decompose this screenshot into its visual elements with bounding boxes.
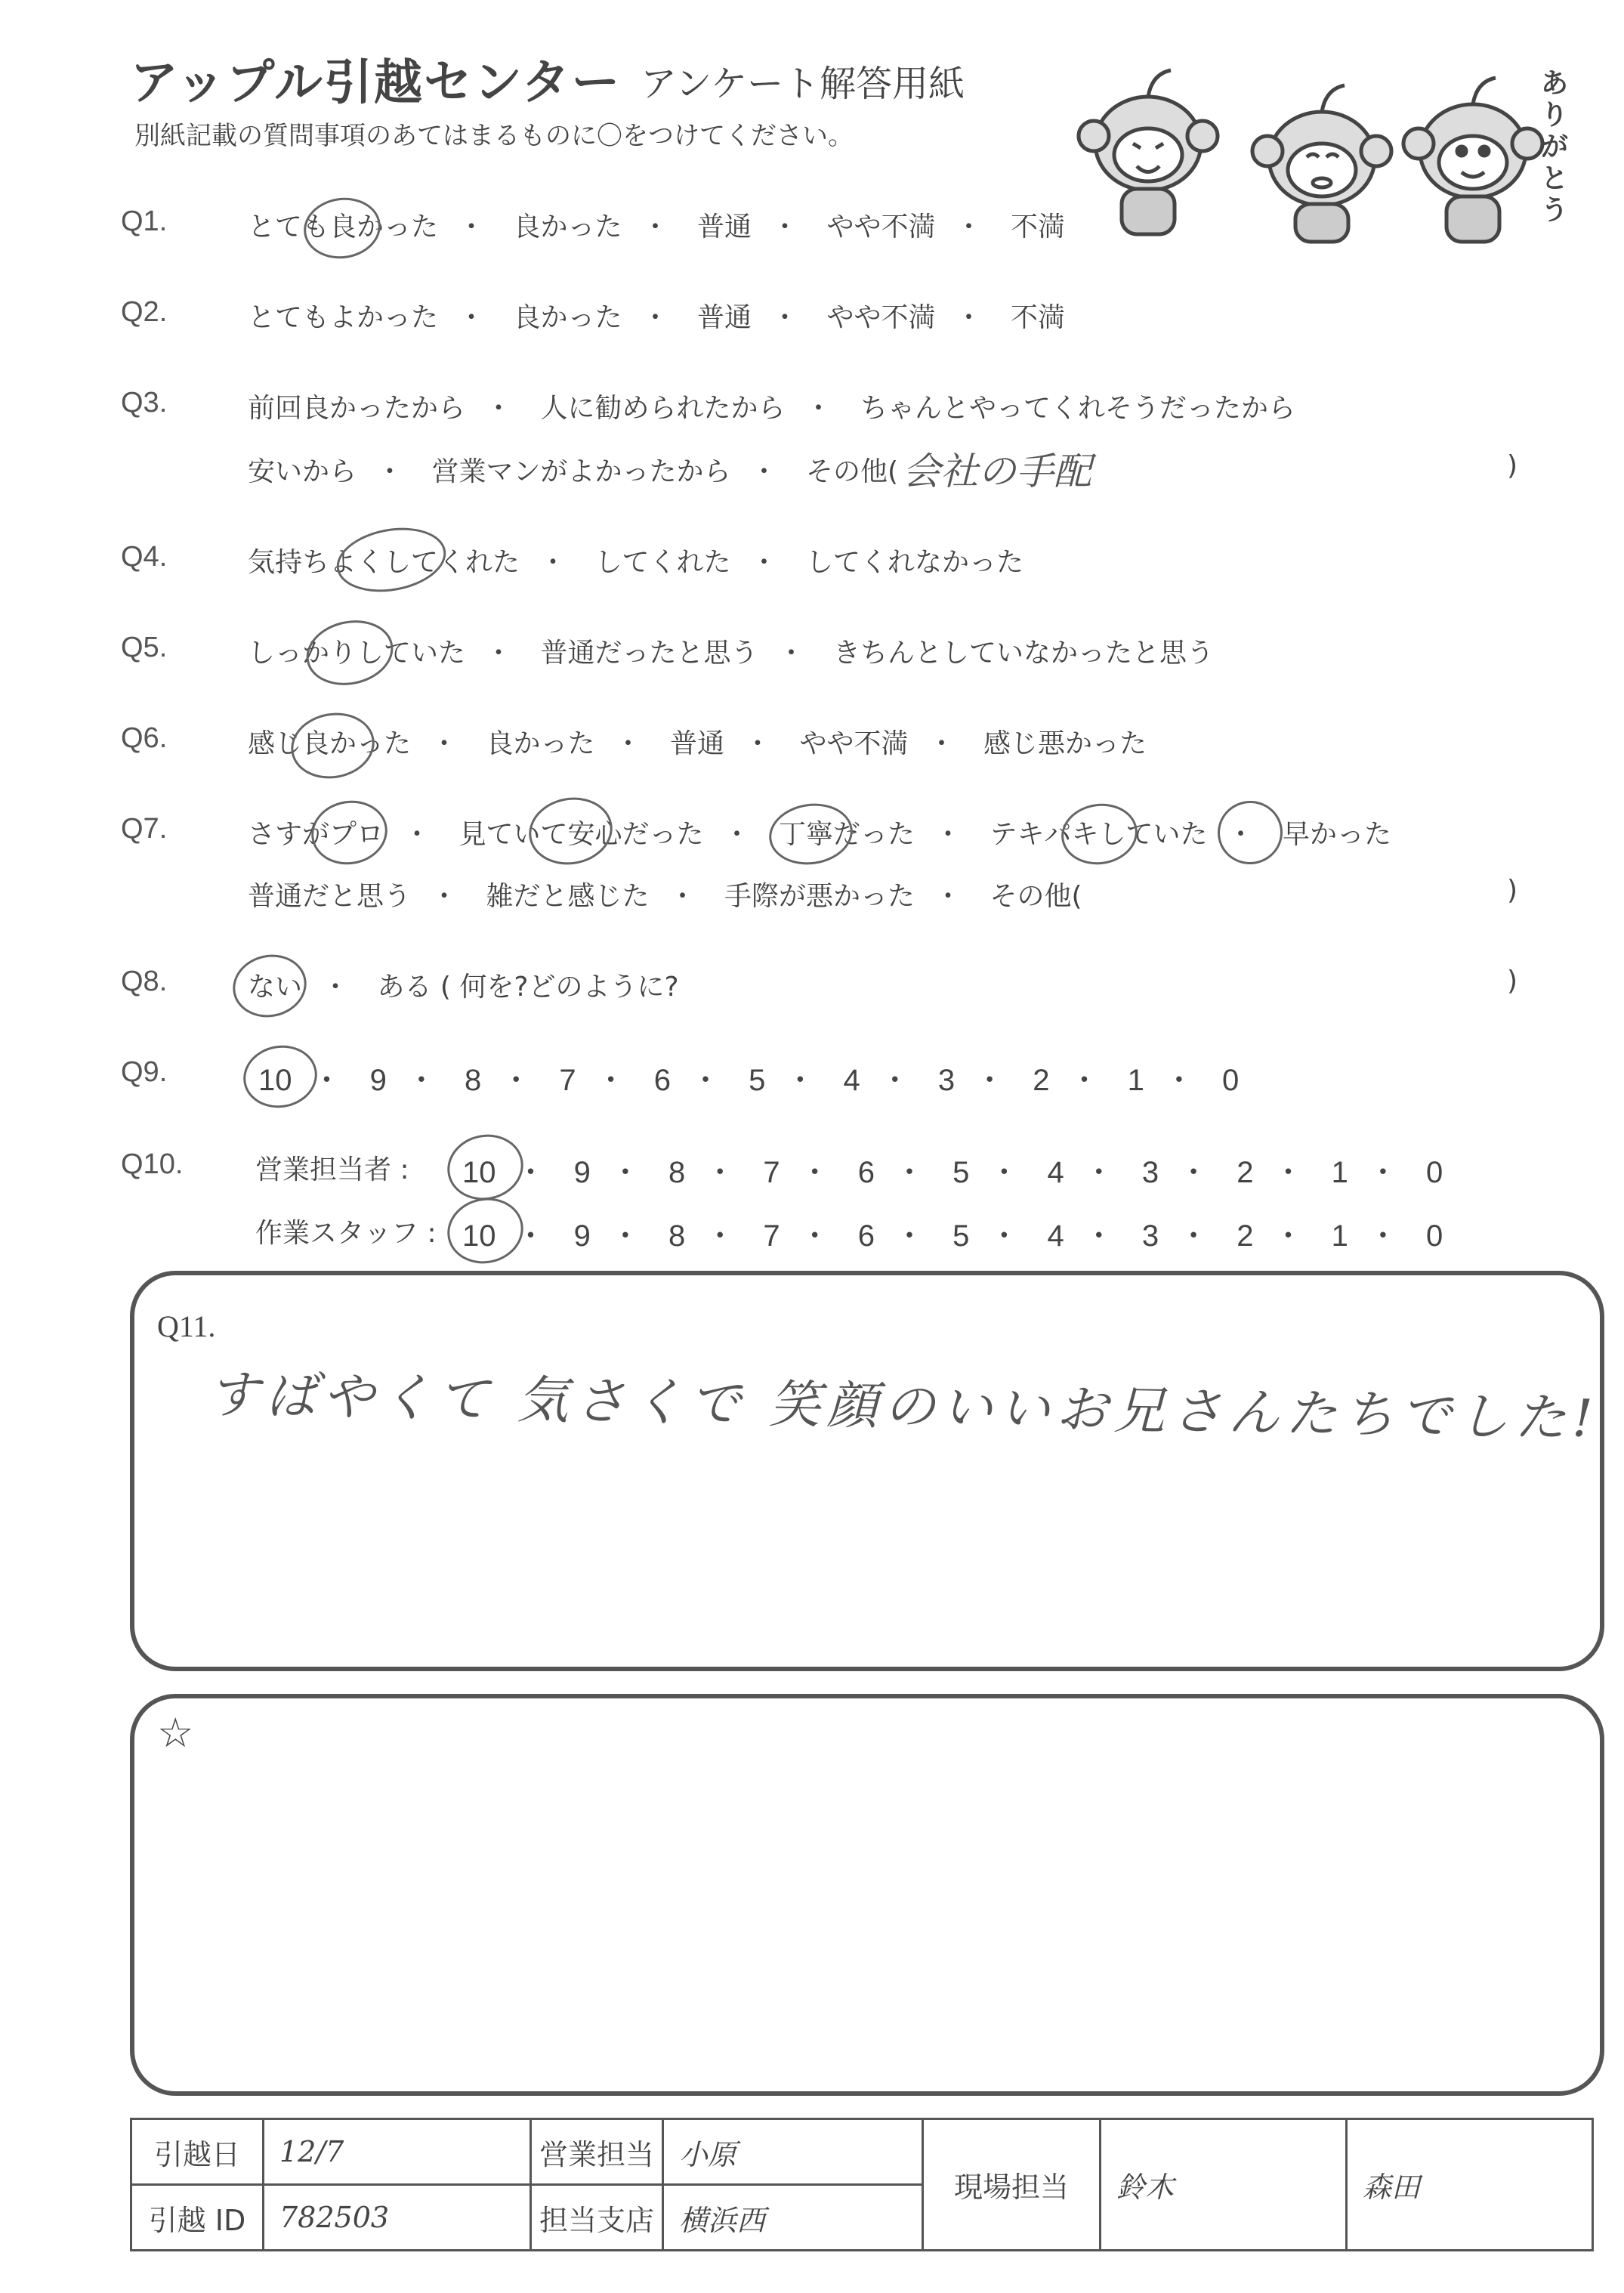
q7-answer-mark-1 (306, 795, 392, 870)
q5-options: しっかりしていた ・ 普通だったと思う ・ きちんとしていなかったと思う (248, 632, 1214, 670)
q5-option-3[interactable]: きちんとしていなかったと思う (832, 638, 1214, 669)
q3-label: Q3. (121, 387, 168, 419)
q10-staff-score-7[interactable]: 7 (763, 1219, 780, 1253)
q9-score-5[interactable]: 5 (749, 1064, 766, 1097)
q2-label: Q2. (121, 296, 168, 328)
q7-option-1[interactable]: さすがプロ (248, 819, 384, 850)
move-date-value[interactable]: 12/7 (264, 2119, 531, 2185)
q2-option-2[interactable]: 良かった (513, 302, 622, 333)
q7-option-3[interactable]: 丁寧だった (778, 819, 915, 850)
q9-score-8[interactable]: 8 (465, 1064, 482, 1097)
monkey-icon-1 (1079, 70, 1218, 234)
q6-option-5[interactable]: 感じ悪かった (983, 728, 1147, 759)
q7-answer-mark-2 (523, 791, 618, 871)
q9-score-0[interactable]: 0 (1222, 1064, 1240, 1097)
q2-option-3[interactable]: 普通 (696, 302, 752, 333)
q10-sales-score-7[interactable]: 7 (763, 1156, 780, 1189)
q6-option-2[interactable]: 良かった (486, 728, 595, 759)
q10-staff-score-0[interactable]: 0 (1426, 1219, 1443, 1253)
q10-staff-score-10[interactable]: 10 (462, 1219, 496, 1253)
q6-option-3[interactable]: 普通 (669, 728, 724, 759)
q7-answer-mark-3 (765, 799, 857, 870)
instruction-text: 別紙記載の質問事項のあてはまるものに〇をつけてください。 (134, 121, 854, 151)
q2-options: とてもよかった ・ 良かった ・ 普通 ・ やや不満 ・ 不満 (248, 296, 1065, 335)
q7-label: Q7. (121, 813, 168, 845)
q3-options-line1: 前回良かったから ・ 人に勧められたから ・ ちゃんとやってくれそうだったから (248, 387, 1295, 425)
q6-options: 感じ良かった ・ 良かった ・ 普通 ・ やや不満 ・ 感じ悪かった (248, 722, 1147, 761)
q7-options-line1: さすがプロ ・ 見ていて安心だった ・ 丁寧だった ・ テキパキしていた ・ 早かった (248, 813, 1391, 851)
q2-option-5[interactable]: 不満 (1010, 302, 1065, 333)
q10-staff-score-2[interactable]: 2 (1237, 1219, 1254, 1253)
branch-label: 担当支店 (531, 2185, 663, 2251)
q4-option-3[interactable]: してくれなかった (805, 547, 1023, 578)
q10-staff-score-5[interactable]: 5 (952, 1219, 970, 1253)
q11-comment-box[interactable] (130, 1271, 1604, 1671)
q8-close-paren: ) (1507, 966, 1518, 997)
q10-sales-score-3[interactable]: 3 (1141, 1156, 1159, 1189)
q4-options: 気持ちよくしてくれた ・ してくれた ・ してくれなかった (248, 541, 1023, 579)
q6-option-1[interactable]: 感じ良かった (248, 728, 412, 759)
q7-answer-mark-5 (1214, 796, 1287, 868)
q9-score-6[interactable]: 6 (653, 1064, 671, 1097)
q1-option-3[interactable]: 普通 (696, 212, 752, 243)
q4-answer-mark (332, 520, 451, 600)
q6-option-4[interactable]: やや不満 (799, 728, 909, 759)
mascot-illustration (1057, 53, 1586, 257)
q9-score-1[interactable]: 1 (1127, 1064, 1144, 1097)
q4-option-1[interactable]: 気持ちよくしてくれた (248, 547, 520, 578)
q7-close-paren: ) (1507, 875, 1518, 906)
q3-option-4[interactable]: 安いから (248, 456, 357, 487)
q6-label: Q6. (121, 722, 168, 754)
form-subtitle: アンケート解答用紙 (641, 63, 965, 105)
move-date-label: 引越日 (131, 2119, 264, 2185)
q1-option-5[interactable]: 不満 (1010, 212, 1065, 243)
q3-options-line2: 安いから ・ 営業マンがよかったから ・ その他( (248, 450, 898, 489)
q10-staff-score-8[interactable]: 8 (668, 1219, 686, 1253)
q3-close-paren: ) (1507, 450, 1518, 481)
q7-option-2[interactable]: 見ていて安心だった (458, 819, 704, 850)
q10-staff-score-1[interactable]: 1 (1331, 1219, 1348, 1253)
q10-sales-score-4[interactable]: 4 (1047, 1156, 1064, 1189)
q8-options: ない ・ ある ( 何を?どのように? (248, 966, 679, 1004)
sales-rep-value[interactable]: 小原 (663, 2119, 923, 2185)
site-staff-value-1[interactable]: 鈴木 (1101, 2119, 1347, 2251)
q3-option-1[interactable]: 前回良かったから (248, 393, 466, 424)
q8-answer-mark (227, 948, 313, 1024)
q4-option-2[interactable]: してくれた (594, 547, 731, 578)
q9-score-3[interactable]: 3 (937, 1064, 956, 1097)
q3-option-other[interactable]: その他( (805, 456, 899, 487)
q1-option-4[interactable]: やや不満 (826, 212, 936, 243)
q10-sales-label: 営業担当者 : (255, 1154, 409, 1185)
q10-sales-score-2[interactable]: 2 (1237, 1156, 1254, 1189)
q3-option-2[interactable]: 人に勧められたから (540, 393, 786, 424)
q10-sales-score-8[interactable]: 8 (668, 1156, 686, 1189)
star-comment-box[interactable] (130, 1694, 1604, 2096)
branch-value[interactable]: 横浜西 (663, 2185, 923, 2251)
brand-title: アップル引越センター (130, 55, 622, 111)
q5-answer-mark (301, 613, 400, 693)
q10-sales-score-9[interactable]: 9 (573, 1156, 591, 1189)
q10-staff-score-6[interactable]: 6 (857, 1219, 875, 1253)
q4-label: Q4. (121, 541, 168, 573)
q7-option-7[interactable]: 雑だと感じた (486, 881, 650, 912)
q10-staff-score-9[interactable]: 9 (573, 1219, 591, 1253)
q7-answer-mark-4 (1057, 799, 1141, 869)
q5-label: Q5. (121, 632, 168, 663)
q10-staff-answer-mark (441, 1191, 529, 1270)
mascot-caption: ありがとう (1541, 68, 1569, 226)
q8-label: Q8. (121, 966, 168, 997)
q7-option-4[interactable]: テキパキしていた (990, 819, 1208, 850)
footer-info-table (130, 2118, 1594, 2251)
sales-rep-label: 営業担当 (531, 2119, 663, 2185)
q7-option-other[interactable]: その他( (990, 881, 1082, 912)
q7-option-8[interactable]: 手際が悪かった (724, 881, 915, 912)
q10-sales-answer-mark (441, 1127, 529, 1207)
q1-option-2[interactable]: 良かった (513, 212, 622, 243)
q10-staff-scale: 10 ・ 9 ・ 8 ・ 7 ・ 6 ・ 5 ・ 4 ・ 3 ・ 2 ・ 1 ・ 0 (462, 1219, 1443, 1253)
site-staff-label: 現場担当 (923, 2119, 1101, 2251)
q9-score-2[interactable]: 2 (1033, 1064, 1050, 1097)
monkey-icon-2 (1252, 85, 1391, 242)
q10-staff-label: 作業スタッフ : (255, 1218, 437, 1249)
q10-sales-score-0[interactable]: 0 (1426, 1156, 1443, 1189)
q10-sales-scale: 10 ・ 9 ・ 8 ・ 7 ・ 6 ・ 5 ・ 4 ・ 3 ・ 2 ・ 1 ・ 0 (462, 1156, 1443, 1189)
q9-score-10[interactable]: 10 (258, 1064, 292, 1097)
site-staff-value-2[interactable]: 森田 (1347, 2119, 1593, 2251)
q2-option-4[interactable]: やや不満 (826, 302, 936, 333)
q9-score-9[interactable]: 9 (369, 1064, 387, 1097)
q8-option-some[interactable]: ある ( 何を?どのように? (377, 972, 679, 1003)
q9-label: Q9. (121, 1056, 168, 1088)
q10-sales-score-1[interactable]: 1 (1331, 1156, 1348, 1189)
q10-sales-score-10[interactable]: 10 (462, 1156, 496, 1189)
q7-option-5[interactable]: 早かった (1282, 819, 1391, 850)
q9-scale: 10 ・ 9 ・ 8 ・ 7 ・ 6 ・ 5 ・ 4 ・ 3 ・ 2 ・ 1 ・ 0 (258, 1064, 1240, 1097)
q5-option-1[interactable]: しっかりしていた (248, 638, 466, 669)
q11-comment[interactable]: すばやくて 気さくで 笑顔のいいお兄さんたちでした! (207, 1364, 1600, 1450)
q10-sales-score-6[interactable]: 6 (857, 1156, 875, 1189)
star-icon: ☆ (157, 1709, 194, 1757)
q1-option-1[interactable]: とても良かった (248, 212, 439, 243)
move-id-value[interactable]: 782503 (264, 2185, 531, 2251)
q10-staff-score-3[interactable]: 3 (1141, 1219, 1159, 1253)
move-id-label: 引越 ID (131, 2185, 264, 2251)
q1-label: Q1. (121, 206, 168, 237)
monkey-icon-3 (1403, 78, 1542, 242)
q9-score-7[interactable]: 7 (559, 1064, 576, 1097)
q10-label: Q10. (121, 1148, 184, 1180)
q6-answer-mark (286, 706, 379, 785)
q3-other-answer[interactable]: 会社の手配 (903, 450, 1091, 493)
q8-option-none[interactable]: ない (248, 972, 303, 1003)
q1-answer-mark (300, 193, 384, 263)
q9-answer-mark (239, 1040, 323, 1114)
q7-option-6[interactable]: 普通だと思う (248, 881, 412, 912)
q3-option-3[interactable]: ちゃんとやってくれそうだったから (860, 393, 1295, 424)
q1-options: とても良かった ・ 良かった ・ 普通 ・ やや不満 ・ 不満 (248, 206, 1065, 244)
q10-staff-score-4[interactable]: 4 (1047, 1219, 1064, 1253)
q2-option-1[interactable]: とてもよかった (248, 302, 439, 333)
q9-score-4[interactable]: 4 (843, 1064, 860, 1097)
q5-option-2[interactable]: 普通だったと思う (540, 638, 758, 669)
q7-options-line2: 普通だと思う ・ 雑だと感じた ・ 手際が悪かった ・ その他( (248, 875, 1082, 913)
q11-label: Q11. (157, 1309, 216, 1343)
q10-sales-score-5[interactable]: 5 (952, 1156, 970, 1189)
q3-option-5[interactable]: 営業マンがよかったから (431, 456, 731, 487)
